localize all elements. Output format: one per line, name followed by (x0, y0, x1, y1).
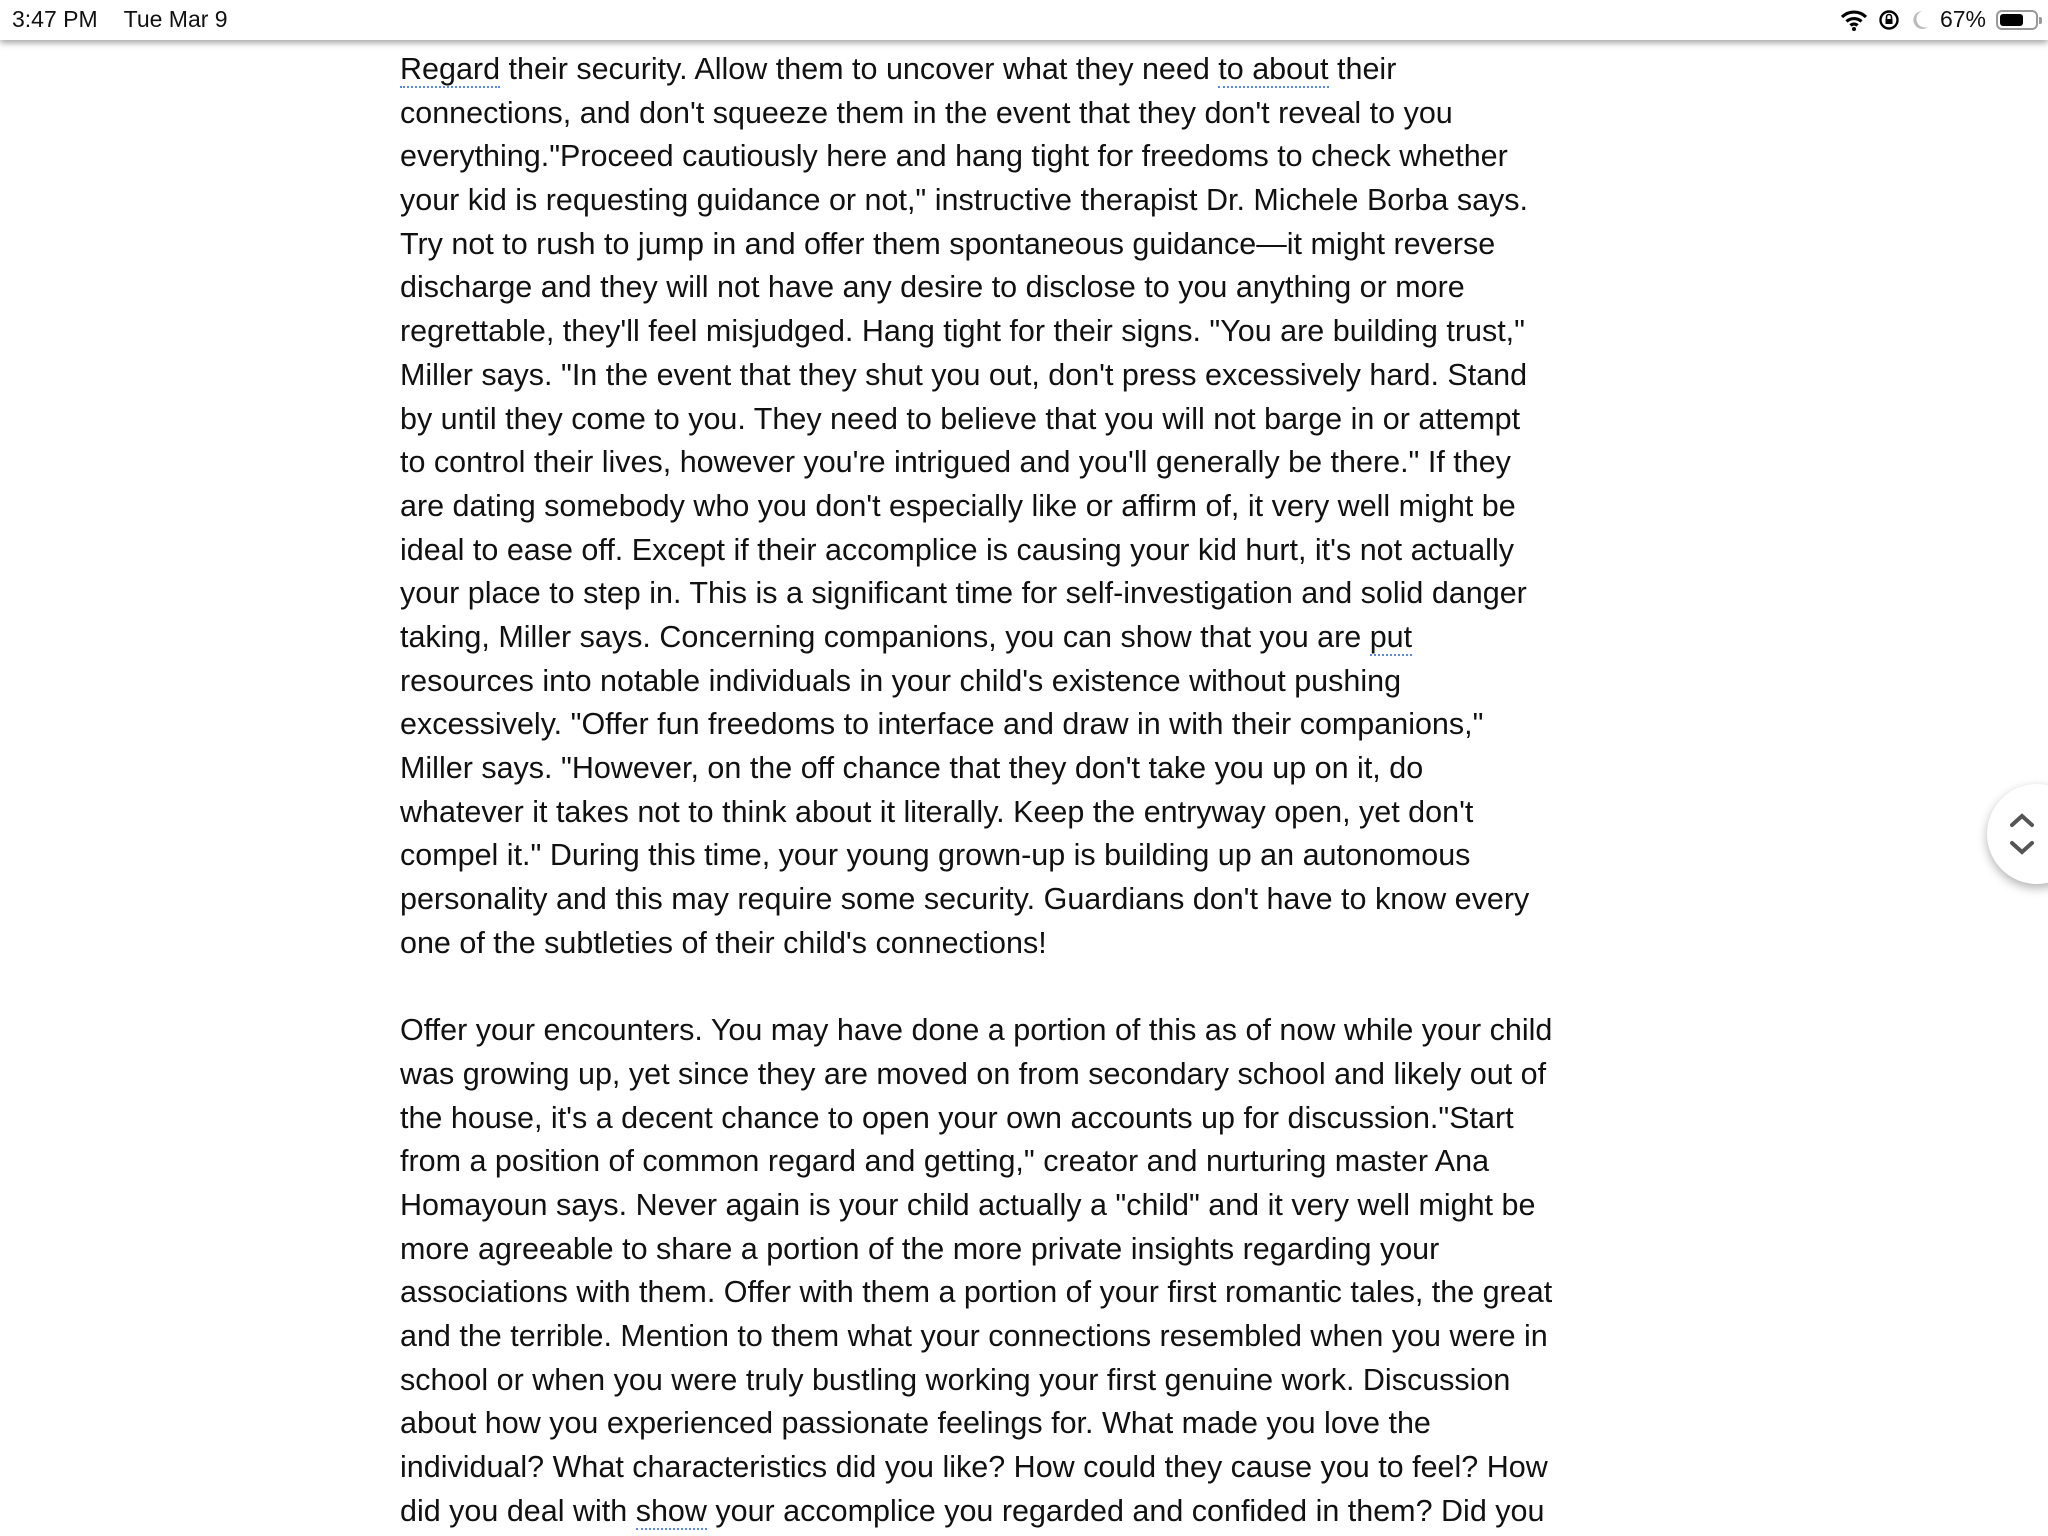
text-line (400, 529, 1552, 573)
text-span: excessively. "Offer fun freedoms to interface and draw in with their companions," (400, 707, 1484, 742)
text-span: school or when you were truly bustling working your first genuine work. Discussion (400, 1362, 1511, 1397)
text-span: discharge and they will not have any desire to disclose to you anything or more (400, 270, 1465, 305)
paragraph (400, 48, 1552, 965)
text-span: their security. Allow them to uncover what they need (500, 52, 1219, 86)
text-span: associations with them. Offer with them a portion of your first romantic tales, the great (400, 1275, 1553, 1310)
text-line (400, 1053, 1552, 1097)
text-line (400, 266, 1552, 310)
rotation-lock-icon (1878, 9, 1900, 31)
inline-link[interactable]: to about (1218, 52, 1329, 86)
text-line (400, 878, 1552, 922)
text-span: regrettable, they'll feel misjudged. Hang tight for their signs. "You are building trust," (400, 314, 1525, 349)
text-span: one of the subtleties of their child's connections! (400, 925, 1047, 960)
text-line (400, 135, 1552, 179)
text-span: taking, Miller says. Concerning companions, you can show that you are (400, 619, 1370, 654)
text-line (400, 485, 1552, 529)
text-span: resources into notable individuals in your child's existence without pushing (400, 663, 1402, 698)
inline-link[interactable]: show (635, 1493, 707, 1528)
text-span: everything."Proceed cautiously here and hang tight for freedoms to check whether (400, 139, 1508, 174)
text-line (400, 1271, 1552, 1315)
text-line (400, 1490, 1552, 1534)
text-span: the house, it's a decent chance to open your own accounts up for discussion."Start (400, 1100, 1514, 1135)
text-span: about how you experienced passionate feelings for. What made you love the (400, 1406, 1431, 1441)
text-span: Offer your encounters. You may have done a portion of this as of now while your child (400, 1013, 1553, 1048)
text-span: Try not to rush to jump in and offer them spontaneous guidance—it might reverse (400, 226, 1496, 261)
text-span: and the terrible. Mention to them what your connections resembled when you were in (400, 1318, 1548, 1353)
text-span: your accomplice you regarded and confided in them? Did you (706, 1493, 1545, 1528)
text-span: more agreeable to share a portion of the more private insights regarding your (400, 1231, 1440, 1266)
text-line (400, 1097, 1552, 1141)
text-line (400, 1228, 1552, 1272)
status-bar (0, 0, 2048, 40)
text-line (400, 616, 1552, 660)
text-span: your place to step in. This is a significant time for self-investigation and solid danger (400, 576, 1527, 611)
text-span: personality and this may require some security. Guardians don't have to know every (400, 882, 1530, 917)
text-span: was growing up, yet since they are moved on from secondary school and likely out of (400, 1056, 1547, 1091)
text-line (400, 1184, 1552, 1228)
battery-percent: 67% (1939, 6, 1986, 32)
text-span: Miller says. "However, on the off chance that they don't take you up on it, do (400, 751, 1424, 785)
text-line (400, 747, 1552, 791)
text-line (400, 48, 1552, 92)
text-line (400, 398, 1552, 442)
text-span: from a position of common regard and getting," creator and nurturing master Ana (400, 1144, 1490, 1179)
text-line (400, 834, 1552, 878)
text-span: compel it." During this time, your young grown-up is building up an autonomous (400, 838, 1471, 873)
text-span: did you deal with (400, 1493, 636, 1528)
text-line (400, 92, 1552, 136)
text-line (400, 310, 1552, 354)
text-span: connections, and don't squeeze them in the event that they don't reveal to you (400, 95, 1453, 130)
text-line (400, 703, 1552, 747)
text-line (400, 660, 1552, 704)
text-span: whatever it takes not to think about it literally. Keep the entryway open, yet don't (400, 794, 1474, 829)
text-line (400, 922, 1552, 966)
text-line (400, 572, 1552, 616)
paragraph-gap (400, 965, 1552, 1009)
text-span: individual? What characteristics did you like? How could they cause you to feel? How (400, 1450, 1548, 1484)
text-line (400, 1402, 1552, 1446)
text-span: ideal to ease off. Except if their accomplice is causing your kid hurt, it's not actually (400, 532, 1514, 567)
text-line (400, 791, 1552, 835)
wifi-icon (1840, 9, 1868, 31)
inline-link[interactable]: put (1369, 619, 1413, 654)
status-time: 3:47 PM (12, 6, 98, 32)
text-line (400, 1009, 1552, 1053)
paragraph (400, 1009, 1552, 1533)
text-line (400, 1359, 1552, 1403)
text-span: are dating somebody who you don't especially like or affirm of, it very well might be (400, 488, 1516, 523)
text-line (400, 223, 1552, 267)
text-span: Miller says. "In the event that they shut you out, don't press excessively hard. Stand (400, 357, 1528, 392)
moon-icon (1910, 9, 1930, 31)
text-line (400, 179, 1552, 223)
text-line (400, 354, 1552, 398)
status-date: Tue Mar 9 (123, 6, 228, 32)
text-line (400, 1315, 1552, 1359)
text-line (400, 441, 1552, 485)
chevron-down-icon[interactable] (2009, 840, 2035, 856)
inline-link[interactable]: Regard (400, 52, 501, 86)
battery-icon (1996, 10, 2038, 30)
text-line (400, 1140, 1552, 1184)
text-span: Homayoun says. Never again is your child actually a "child" and it very well might be (400, 1187, 1536, 1222)
text-span: their (1328, 52, 1397, 86)
text-span: to control their lives, however you're intrigued and you'll generally be there." If they (400, 445, 1511, 480)
text-span: by until they come to you. They need to believe that you will not barge in or attempt (400, 401, 1521, 436)
text-span: your kid is requesting guidance or not," instructive therapist Dr. Michele Borba says. (400, 183, 1529, 218)
chevron-up-icon[interactable] (2009, 812, 2035, 828)
page-scroll-control[interactable] (1987, 784, 2048, 884)
text-line (400, 1446, 1552, 1490)
article-body (400, 48, 1552, 1533)
